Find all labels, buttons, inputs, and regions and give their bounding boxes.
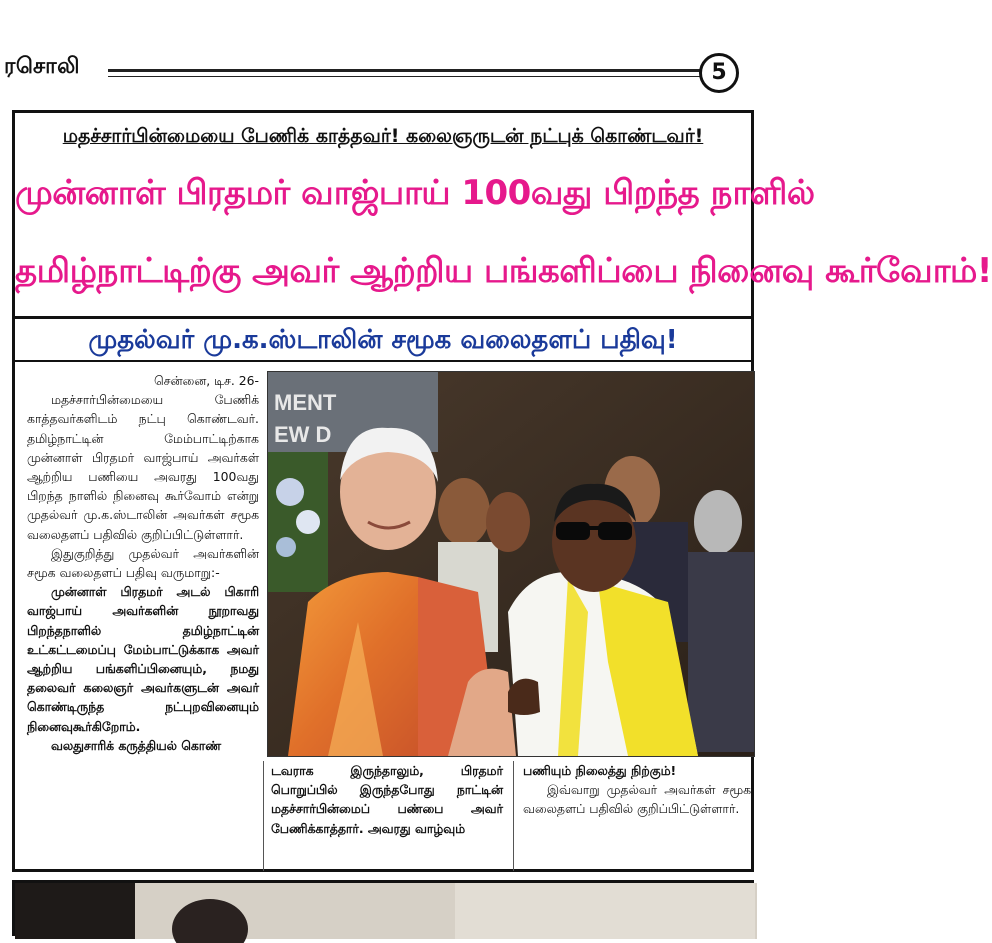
body-paragraph-3: முன்னாள் பிரதமர் அடல் பிகாரி வாஜ்பாய் அவர்களின் நூறாவது பிறந்தநாளில் தமிழ்நாட்டின் உட்கட்டமைப்பு மேம்பாட்டுக்காக அவர் ஆற்றிய பங்களிப்பினையும், நமது தலைவர் கலைஞர் அவர்களுடன் அவர் கொண்டிருந்த நட்புறவினையும் நினைவுகூர்கிறோம். <box>27 584 259 734</box>
next-article-photo <box>12 880 754 936</box>
header-rule-thin <box>108 76 700 77</box>
masthead: ரசொலி <box>4 54 81 79</box>
body-column-2: டவராக இருந்தாலும், பிரதமர் பொறுப்பில் இருந்தபோது நாட்டின் மதச்சார்பின்மைப் பண்பை அவர் பேணிக்காத்தார். அவரது வாழ்வும் <box>271 763 503 836</box>
svg-text:MENT: MENT <box>274 390 337 415</box>
article-frame <box>12 110 992 872</box>
headline-line-1: முன்னாள் பிரதமர் வாஜ்பாய் 100வது பிறந்த நாளில் <box>15 173 815 213</box>
subhead-band <box>15 316 751 362</box>
article-kicker: மதச்சார்பின்மையை பேணிக் காத்தவர்! கலைஞருடன் நட்புக் கொண்டவர்! <box>62 125 704 147</box>
body-paragraph-2: இதுகுறித்து முதல்வர் அவர்களின் சமூக வலைதளப் பதிவு வருமாறு:- <box>27 545 259 581</box>
svg-text:EW D: EW D <box>274 422 332 447</box>
subhead: முதல்வர் மு.க.ஸ்டாலின் சமூக வலைதளப் பதிவு! <box>88 325 678 355</box>
photo-illustration <box>268 372 754 756</box>
body-column-3 <box>523 761 751 819</box>
headline-line-2: தமிழ்நாட்டிற்கு அவர் ஆற்றிய பங்களிப்பை நினைவு கூர்வோம்! <box>15 251 992 291</box>
body-column-1 <box>27 371 259 755</box>
body-column-3-bold: பணியும் நிலைத்து நிற்கும்! <box>523 763 677 778</box>
column-divider <box>263 761 264 871</box>
column-divider <box>513 761 514 871</box>
body-paragraph-1: மதச்சார்பின்மையை பேணிக் காத்தவர்களிடம் நட்பு கொண்டவர். தமிழ்நாட்டின் மேம்பாட்டிற்காக முன்னாள் பிரதமர் வாஜ்பாய் அவர்கள் ஆற்றிய பணியை அவரது 100வது பிறந்த நாளில் நினைவு கூர்வோம் என்று முதல்வர் மு.க.ஸ்டாலின் அவர்கள் சமூக வலைதளப் பதிவில் குறிப்பிட்டுள்ளார். <box>27 392 259 542</box>
body-column-3-text: இவ்வாறு முதல்வர் அவர்கள் சமூக வலைதளப் பதிவில் குறிப்பிட்டுள்ளார். <box>523 782 751 817</box>
body-paragraph-4: வலதுசாரிக் கருத்தியல் கொண் <box>51 737 222 753</box>
next-photo-illustration <box>15 883 757 939</box>
article-photo <box>267 371 755 757</box>
page-header <box>0 50 800 110</box>
dateline: சென்னை, டிச. 26- <box>154 373 259 388</box>
header-rule <box>108 69 700 72</box>
page-number: 5 <box>699 53 739 93</box>
